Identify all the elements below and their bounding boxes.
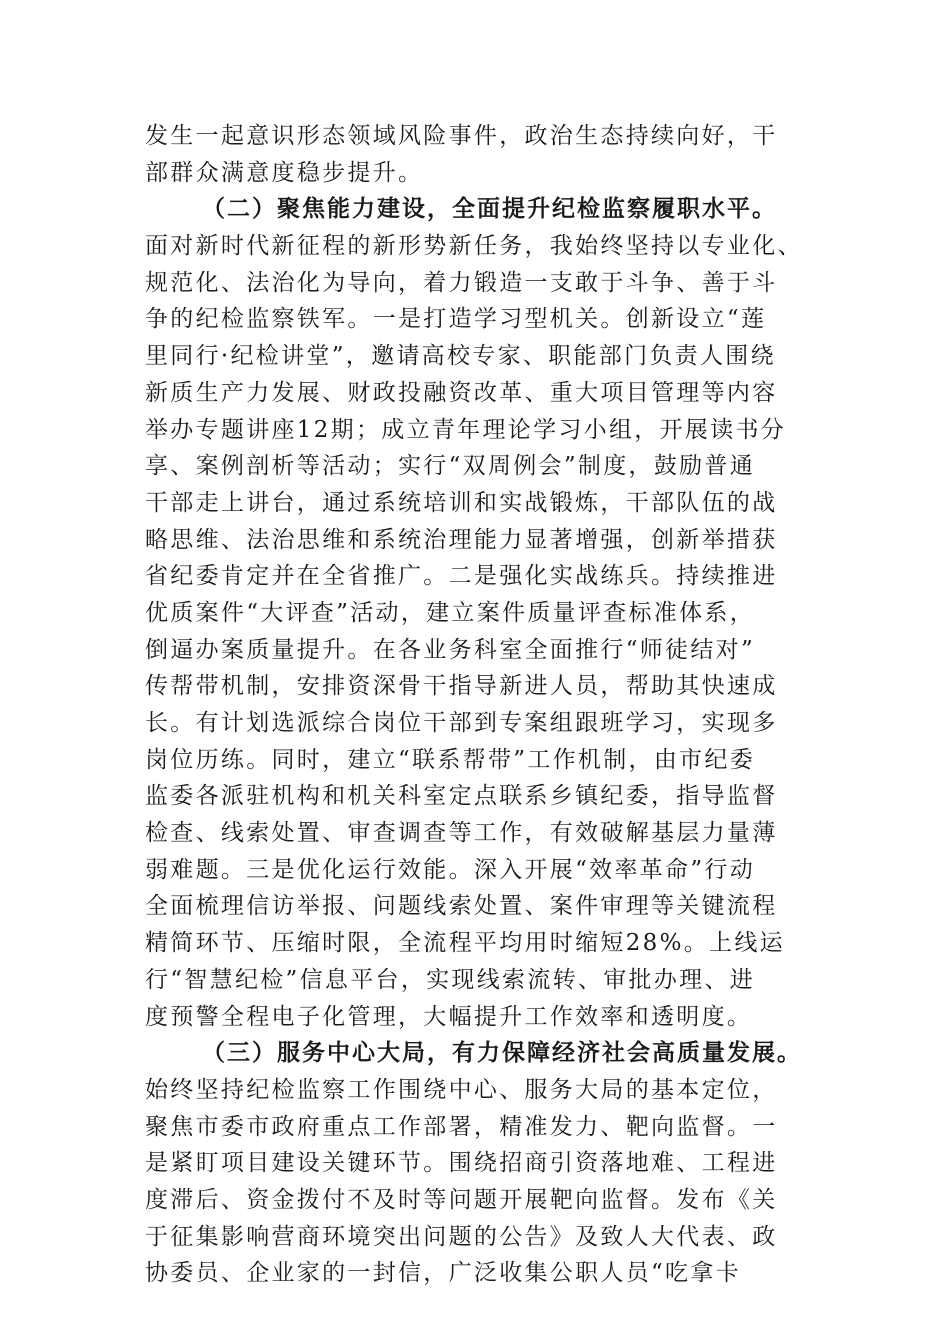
text-line: 检查、线索处置、审查调查等工作，有效破解基层力量薄 — [145, 820, 778, 847]
text-line: 聚焦市委市政府重点工作部署，精准发力、靶向监督。一 — [145, 1113, 778, 1140]
text-line: 行“智慧纪检”信息平台，实现线索流转、审批办理、进 — [145, 966, 756, 993]
text-line: 全面梳理信访举报、问题线索处置、案件审理等关键流程 — [145, 893, 778, 920]
text-line: 规范化、法治化为导向，着力锻造一支敢于斗争、善于斗 — [145, 269, 778, 296]
text-line: 新质生产力发展、财政投融资改革、重大项目管理等内容 — [145, 379, 778, 406]
text-line: 享、案例剖析等活动；实行“双周例会”制度，鼓励普通 — [145, 453, 756, 480]
text-line: 岗位历练。同时，建立“联系帮带”工作机制，由市纪委 — [145, 746, 756, 773]
text-line: 优质案件“大评查”活动，建立案件质量评查标准体系， — [145, 599, 756, 626]
text-line: 略思维、法治思维和系统治理能力显著增强，创新举措获 — [145, 526, 778, 553]
text-line: 里同行·纪检讲堂”，邀请高校专家、职能部门负责人围绕 — [145, 343, 776, 370]
text-line: 争的纪检监察铁军。一是打造学习型机关。创新设立“莲 — [145, 306, 767, 333]
text-line: 度预警全程电子化管理，大幅提升工作效率和透明度。 — [145, 1003, 753, 1030]
text-line: 倒逼办案质量提升。在各业务科室全面推行“师徒结对” — [145, 636, 756, 663]
text-line: 长。有计划选派综合岗位干部到专案组跟班学习，实现多 — [145, 710, 778, 736]
text-line: 协委员、企业家的一封信，广泛收集公职人员“吃拿卡 — [145, 1260, 741, 1287]
text-line: 面对新时代新征程的新形势新任务，我始终坚持以专业化、 — [145, 233, 803, 260]
text-line: 部群众满意度稳步提升。 — [145, 159, 424, 186]
text-line: 省纪委肯定并在全省推广。二是强化实战练兵。持续推进 — [145, 563, 778, 590]
text-line: 传帮带机制，安排资深骨干指导新进人员，帮助其快速成 — [145, 673, 778, 700]
text-line: 是紧盯项目建设关键环节。围绕招商引资落地难、工程进 — [145, 1150, 778, 1177]
text-line: 干部走上讲台，通过系统培训和实战锻炼，干部队伍的战 — [145, 489, 778, 516]
text-line: 精简环节、压缩时限，全流程平均用时缩短28%。上线运 — [145, 930, 785, 957]
document-body — [145, 118, 810, 1292]
text-line: 举办专题讲座12期；成立青年理论学习小组，开展读书分 — [145, 416, 787, 443]
section-heading-line: （二）聚焦能力建设，全面提升纪检监察履职水平。 — [202, 195, 777, 223]
section-heading-line: （三）服务中心大局，有力保障经济社会高质量发展。 — [202, 1039, 802, 1067]
text-line: 发生一起意识形态领域风险事件，政治生态持续向好，干 — [145, 123, 778, 149]
text-line: 监委各派驻机构和机关科室定点联系乡镇纪委，指导监督 — [145, 783, 778, 810]
text-line: 于征集影响营商环境突出问题的公告》及致人大代表、政 — [145, 1223, 778, 1250]
text-line: 度滞后、资金拨付不及时等问题开展靶向监督。发布《关 — [145, 1186, 778, 1213]
text-line: 弱难题。三是优化运行效能。深入开展“效率革命”行动 — [145, 856, 756, 883]
text-line: 始终坚持纪检监察工作围绕中心、服务大局的基本定位， — [145, 1076, 778, 1103]
